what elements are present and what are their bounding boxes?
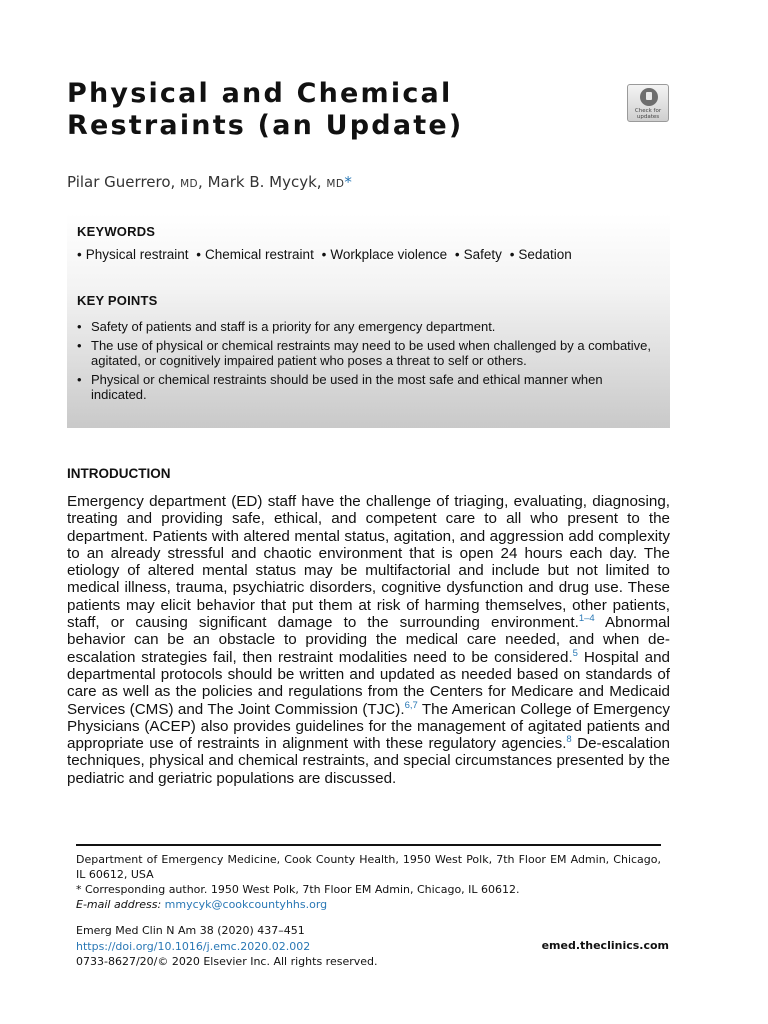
key-point-item: • The use of physical or chemical restraints may need to be used when challenged by a combative, agitated, or cognitively impaired patient who poses a threat to self or others.	[77, 338, 657, 368]
intro-text-segment: Emergency department (ED) staff have the challenge of triaging, evaluating, diagnosing, treating and providing safe, ethical, and competent care to all who present to the department. Patients with altered mental status, agitation, and aggression add complexity to an already stressful and chaotic environment that is open 24 hours each day. The etiology of altered mental status may be multifactorial and include but not limited to medical illness, trauma, psychiatric disorders, cognitive dysfunction and drug use. These patients may elicit behavior that put them at risk of harming themselves, other patients, staff, or causing significant damage to the surrounding environment.	[67, 493, 670, 632]
intro-text-segment: De-escalation techniques, physical and chemical restraints, and special circumstances presented by the pediatric and geriatric populations are discussed.	[67, 735, 670, 787]
article-title	[67, 78, 567, 142]
author-degree-2: MD	[326, 178, 345, 190]
author-degree-1: MD	[180, 178, 199, 190]
keyword-bullet: •	[454, 247, 460, 262]
email-link[interactable]: mmycyk@cookcountyhhs.org	[164, 898, 328, 911]
keywords-heading: KEYWORDS	[77, 224, 156, 239]
email-line	[76, 897, 661, 912]
intro-text-segment: Abnormal behavior can be an obstacle to providing the medical care needed, and when de-escalation strategies fail, then restraint modalities need to be considered.	[67, 614, 670, 666]
title-line-2: Restraints (an Update)	[67, 110, 464, 141]
introduction-paragraph	[67, 493, 670, 787]
keyword-item: Safety	[463, 247, 502, 262]
reference-link[interactable]: 5	[572, 647, 578, 659]
author-separator: ,	[198, 173, 203, 191]
footnotes	[76, 852, 661, 912]
footnote-divider	[76, 844, 661, 846]
key-point-item: • Physical or chemical restraints should be used in the most safe and ethical manner when indicated.	[77, 372, 657, 402]
keyword-item: Sedation	[518, 247, 572, 262]
author-name-1: Pilar Guerrero,	[67, 173, 176, 191]
title-line-1: Physical and Chemical	[67, 78, 453, 109]
intro-text-segment: The American College of Emergency Physicians (ACEP) also provides guidelines for the management of agitated patients and appropriate use of restraints in alignment with these regulatory agencies.	[67, 700, 670, 753]
affiliation-note: Department of Emergency Medicine, Cook County Health, 1950 West Polk, 7th Floor EM Admin, Chicago, IL 60612, USA	[76, 853, 661, 881]
email-label: E-mail address:	[76, 898, 162, 911]
citation-block	[76, 923, 476, 970]
corresponding-author-note: * Corresponding author. 1950 West Polk, 7th Floor EM Admin, Chicago, IL 60612.	[76, 883, 520, 896]
journal-site-link[interactable]: emed.theclinics.com	[541, 939, 669, 952]
author-line	[67, 173, 352, 191]
key-points-heading: KEY POINTS	[77, 293, 158, 308]
key-points-list	[77, 319, 657, 406]
crossmark-icon	[640, 88, 658, 106]
corresponding-author-mark[interactable]: *	[344, 173, 352, 191]
keyword-item: Chemical restraint	[205, 247, 314, 262]
keyword-bullet: •	[509, 247, 515, 262]
reference-link[interactable]: 1–4	[578, 613, 595, 625]
introduction-heading: INTRODUCTION	[67, 466, 171, 481]
keywords-list	[77, 247, 667, 262]
author-name-2: Mark B. Mycyk,	[207, 173, 322, 191]
keyword-item: Workplace violence	[330, 247, 448, 262]
keyword-item: Physical restraint	[85, 247, 189, 262]
key-point-item: • Safety of patients and staff is a priority for any emergency department.	[77, 319, 657, 334]
journal-citation: Emerg Med Clin N Am 38 (2020) 437–451	[76, 924, 305, 937]
keyword-bullet: •	[77, 247, 82, 262]
keyword-bullet: •	[321, 247, 327, 262]
intro-text-segment: Hospital and departmental protocols should be written and updated as needed based on standards of care as well as the policies and regulations from the Centers for Medicare and Medicaid Services (CMS) and The Joint Commission (TJC).	[67, 648, 670, 718]
check-for-updates-label: Check for updates	[634, 108, 662, 120]
check-for-updates-badge[interactable]	[627, 84, 669, 122]
keywords-keypoints-box	[67, 214, 670, 428]
reference-link[interactable]: 8	[566, 734, 572, 746]
copyright-line: 0733-8627/20/© 2020 Elsevier Inc. All rights reserved.	[76, 955, 378, 968]
keyword-bullet: •	[196, 247, 202, 262]
doi-link[interactable]: https://doi.org/10.1016/j.emc.2020.02.002	[76, 939, 311, 953]
reference-link[interactable]: 6,7	[404, 699, 418, 711]
